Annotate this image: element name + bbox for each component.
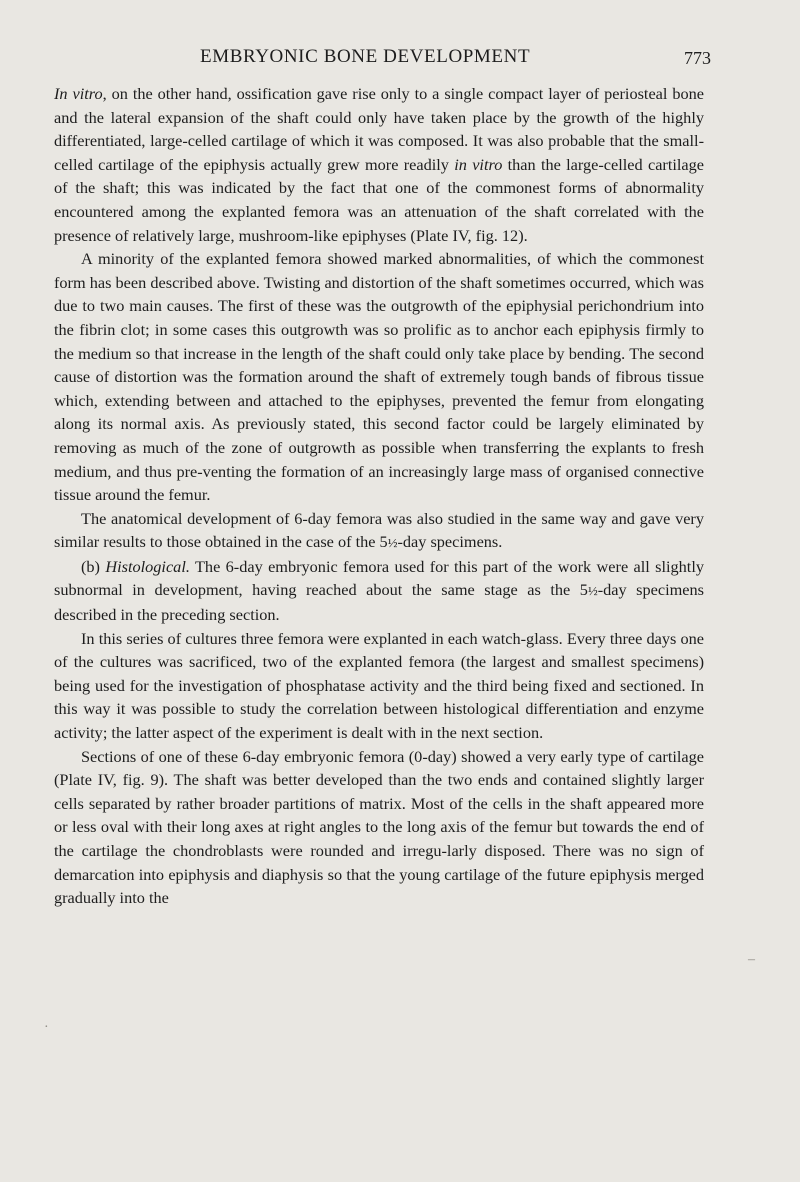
margin-dash: – xyxy=(748,952,755,967)
paragraph-1 xyxy=(54,82,704,247)
paragraph-text: -day specimens. xyxy=(397,532,503,552)
paragraph-3 xyxy=(54,507,704,555)
paragraph-text: than the large-celled cartilage of the shaft; this was indicated by the fact that one of the commonest forms of abnormality encountered among the explanted femora was an attenuation of the shaft correlated with the presence of relatively large, mushroom-like epiphyses (Plate IV, fig. 12). xyxy=(54,154,705,245)
paragraph-text: The 6-day embryonic femora used for this part of the work were all slightly subnormal in development, having reached about the same stage as the 5 xyxy=(54,556,704,600)
paragraph-5 xyxy=(54,627,704,745)
paragraph-text: In this series of cultures three femora were explanted in each watch-glass. Every three days one of the cultures was sacrificed, two of the explanted femora (the largest and smallest specimens) being used for the investigation of phosphatase activity and the third being fixed and sectioned. In this way it was possible to study the correlation between histological differentiation and enzyme activity; the latter aspect of the experiment is dealt with in the next section. xyxy=(54,628,704,743)
page-number: 773 xyxy=(684,48,711,68)
paragraph-text: A minority of the explanted femora showed marked abnormalities, of which the commonest form has been described above. Twisting and distortion of the shaft sometimes occurred, which was due to two main causes. The first of these was the outgrowth of the epiphysial perichondrium into the fibrin clot; in some cases this outgrowth was so prolific as to anchor each epiphysis firmly to the medium so that increase in the length of the shaft could only take place by bending. The second cause of distortion was the formation around the shaft of extremely tough bands of fibrous tissue which, extending between and attached to the epiphyses, prevented the femur from elongating along its normal axis. As previously stated, this second factor could be largely eliminated by removing as much of the zone of outgrowth as possible when transferring the explants to fresh medium, and thus pre-venting the formation of an increasingly large mass of organised connective tissue around the femur. xyxy=(54,249,704,505)
fraction: ½ xyxy=(587,583,598,599)
section-label: (b) xyxy=(81,556,106,576)
fraction: ½ xyxy=(387,535,398,551)
paragraph-text: The anatomical development of 6-day femora was also studied in the same way and gave very similar results to those obtained in the case of the 5 xyxy=(54,508,704,552)
paragraph-text: -day specimens described in the preceding section. xyxy=(54,580,704,625)
paragraph-4 xyxy=(54,555,704,627)
running-head: EMBRYONIC BONE DEVELOPMENT xyxy=(200,46,531,67)
paragraph-text: , on the other hand, ossification gave rise only to a single compact layer of periosteal bone and the lateral expansion of the shaft could only have taken place by the growth of the highly differentiated, large-celled cartilage of which it was composed. It was also probable that the small-celled cartilage of the epiphysis actually grew more readily xyxy=(54,84,704,174)
margin-dot: · xyxy=(44,1020,49,1035)
section-heading: Histological. xyxy=(105,556,190,576)
italic-term: In vitro xyxy=(54,84,103,103)
paragraph-text: Sections of one of these 6-day embryonic femora (0-day) showed a very early type of cartilage (Plate IV, fig. 9). The shaft was better developed than the two ends and contained slightly larger cells separated by rather broader partitions of matrix. Most of the cells in the shaft appeared more or less oval with their long axes at right angles to the long axis of the femur but towards the end of the cartilage the chondroblasts were rounded and irregu-larly disposed. There was no sign of demarcation into epiphysis and diaphysis so that the young cartilage of the future epiphysis merged gradually into the xyxy=(54,746,704,908)
body-text xyxy=(54,82,704,910)
page-header xyxy=(54,40,711,80)
italic-term: in vitro xyxy=(454,154,503,174)
paragraph-6 xyxy=(54,745,704,910)
paragraph-2 xyxy=(54,247,704,507)
